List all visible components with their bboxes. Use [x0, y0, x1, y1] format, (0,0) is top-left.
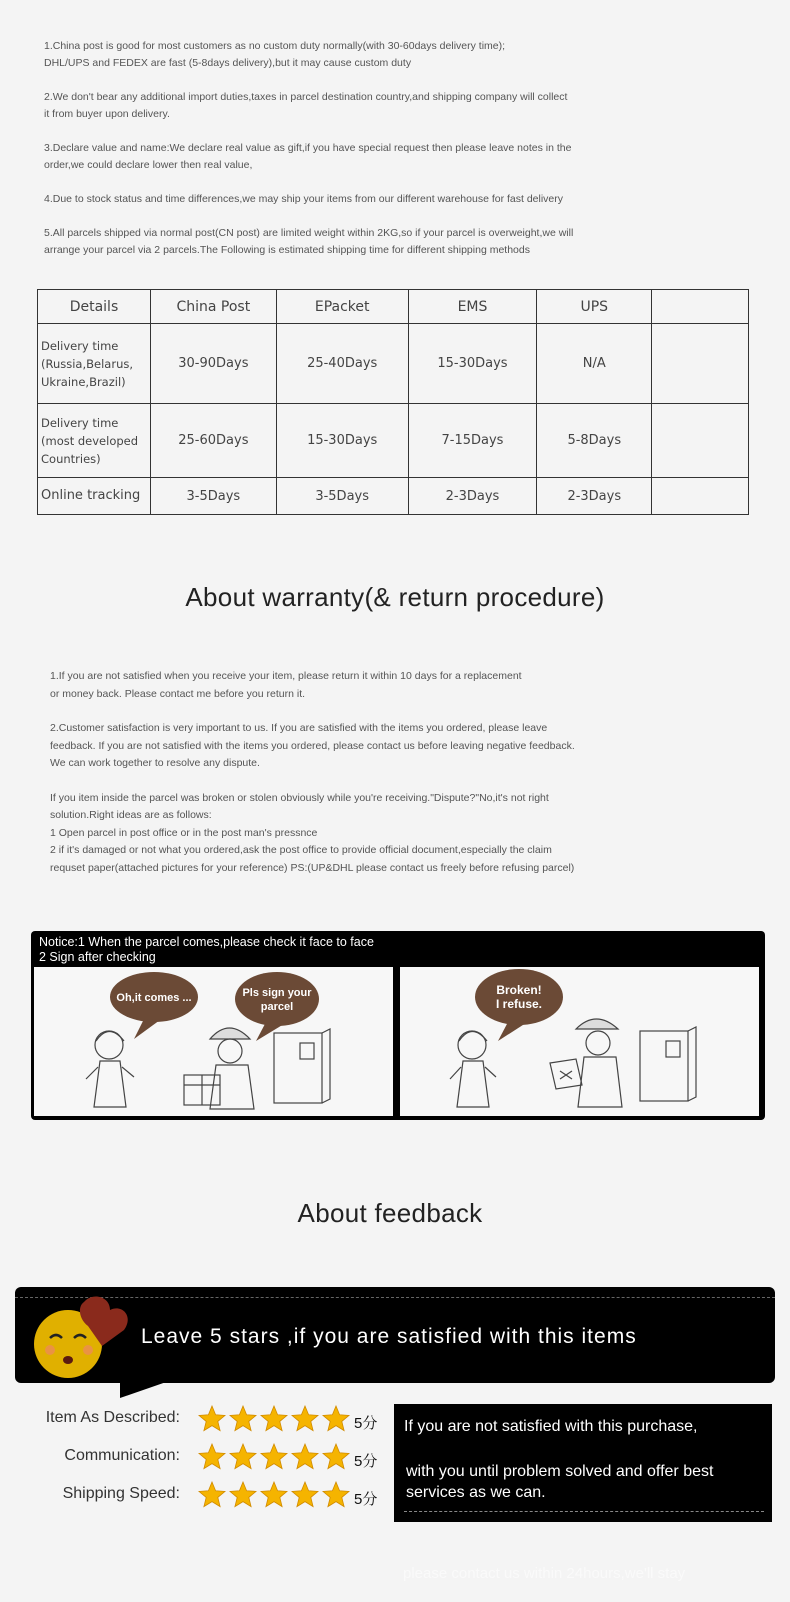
divider [404, 1511, 764, 1512]
rating-row [20, 1481, 390, 1511]
table-cell: 25-40Days [276, 324, 408, 404]
table-cell: Delivery time (most developed Countries) [38, 404, 151, 478]
rating-row [20, 1443, 390, 1473]
table-cell: 2-3Days [537, 478, 652, 515]
rating-score: 5分 [354, 1415, 378, 1432]
bubble-text: I refuse. [495, 997, 543, 1011]
star-icon [260, 1443, 288, 1471]
table-row [38, 478, 749, 515]
star-icon [260, 1481, 288, 1509]
star-icon [260, 1405, 288, 1433]
warranty-notes [50, 668, 690, 894]
customer-figure-icon [450, 1031, 496, 1107]
warranty-paragraph: If you item inside the parcel was broken or stolen obviously while you're receiving."Dispute?"No,it's not right solution.Right ideas are as follows: 1 Open parcel in post office or in the post man's pressnce 2 if it's damaged or not what you ordered,ask the post office to provide official document,especially the claim requset paper(attached pictures for your reference) PS:(UP&DHL please contact us freely before refusing parcel) [50, 791, 575, 874]
bubble-text: Oh,it comes ... [116, 992, 192, 1004]
feedback-banner-text: Leave 5 stars ,if you are satisfied with this items [141, 1325, 637, 1348]
star-icon [198, 1481, 226, 1509]
feedback-title: About feedback [297, 1198, 483, 1228]
star-icon [229, 1481, 257, 1509]
star-icon [198, 1443, 226, 1471]
shipping-note: 3.Declare value and name:We declare real value as gift,if you have special request then please leave notes in the order,we could declare lower then real value, [44, 142, 572, 171]
rating-score: 5分 [354, 1453, 378, 1470]
warranty-paragraph: 2.Customer satisfaction is very important to us. If you are satisfied with the items you ordered, please leave feedback. If you are not satisfied with the items you ordered, please contact us before leaving negative feedback. We can work together to resolve any dispute. [50, 722, 575, 769]
table-cell: Online tracking [38, 478, 151, 515]
table-cell: 7-15Days [408, 404, 537, 478]
table-cell: 5-8Days [537, 404, 652, 478]
contact-text: with you until problem solved and offer best services as we can. [406, 1463, 714, 1501]
shipping-note: 2.We don't bear any additional import duties,taxes in parcel destination country,and shipping company will collect it from buyer upon delivery. [44, 91, 568, 120]
shipping-note: 1.China post is good for most customers as no custom duty normally(with 30-60days delivery time); DHL/UPS and FEDEX are fast (5-8days delivery),but it may cause custom duty [44, 40, 506, 69]
star-icon [322, 1481, 350, 1509]
illustration-refusal [400, 967, 759, 1116]
bubble-text: Broken! [496, 983, 542, 997]
rating-label: Communication: [64, 1447, 180, 1464]
star-icon [322, 1405, 350, 1433]
contact-text: If you are not satisfied with this purchase, [404, 1418, 698, 1435]
table-row [38, 404, 749, 478]
table-cell: 25-60Days [150, 404, 276, 478]
table-cell: 30-90Days [150, 324, 276, 404]
table-row [38, 324, 749, 404]
door-icon [274, 1029, 330, 1103]
table-cell: Delivery time (Russia,Belarus, Ukraine,Brazil) [38, 324, 151, 404]
table-header: EPacket [276, 290, 408, 324]
door-icon [640, 1027, 696, 1101]
table-header-row [38, 290, 749, 324]
star-icon [291, 1443, 319, 1471]
illustration-delivery [34, 967, 393, 1116]
table-cell [652, 404, 749, 478]
rating-label: Item As Described: [45, 1409, 180, 1426]
shipping-note: 4.Due to stock status and time differences,we may ship your items from our different warehouse for fast delivery [44, 193, 564, 205]
table-cell: 3-5Days [276, 478, 408, 515]
star-icon [291, 1405, 319, 1433]
contact-box [394, 1404, 772, 1522]
warranty-title: About warranty(& return procedure) [185, 582, 605, 612]
notice-banner [31, 931, 765, 1120]
star-icon [229, 1443, 257, 1471]
notice-text: Notice:1 When the parcel comes,please check it face to face 2 Sign after checking [39, 935, 374, 964]
star-icon [198, 1405, 226, 1433]
table-cell: 3-5Days [150, 478, 276, 515]
table-cell: 2-3Days [408, 478, 537, 515]
star-icon [322, 1443, 350, 1471]
kiss-emoji-icon [22, 1294, 132, 1384]
shipping-time-table [37, 289, 749, 515]
table-header: Details [38, 290, 151, 324]
table-cell: N/A [537, 324, 652, 404]
star-icon [291, 1481, 319, 1509]
rating-score: 5分 [354, 1491, 378, 1508]
star-icon [229, 1405, 257, 1433]
table-header: EMS [408, 290, 537, 324]
bubble-text: parcel [260, 1001, 294, 1013]
table-cell [652, 324, 749, 404]
contact-footnote: please contact us within 24hours,we'll stay [403, 1565, 686, 1582]
postman-figure-icon [550, 1019, 622, 1107]
postman-figure-icon [184, 1028, 254, 1109]
customer-figure-icon [86, 1031, 134, 1107]
table-header: China Post [150, 290, 276, 324]
bubble-text: Pls sign your [242, 987, 312, 999]
warranty-paragraph: 1.If you are not satisfied when you receive your item, please return it within 10 days for a replacement or money back. Please contact me before you return it. [50, 670, 522, 700]
table-cell [652, 478, 749, 515]
rating-row [20, 1405, 390, 1435]
table-cell: 15-30Days [276, 404, 408, 478]
table-cell: 15-30Days [408, 324, 537, 404]
table-header: UPS [537, 290, 652, 324]
shipping-note: 5.All parcels shipped via normal post(CN post) are limited weight within 2KG,so if your parcel is overweight,we will arrange your parcel via 2 parcels.The Following is estimated shipping time for different shipping methods [44, 227, 574, 256]
shipping-notes [44, 38, 664, 276]
rating-label: Shipping Speed: [62, 1485, 180, 1502]
table-header [652, 290, 749, 324]
